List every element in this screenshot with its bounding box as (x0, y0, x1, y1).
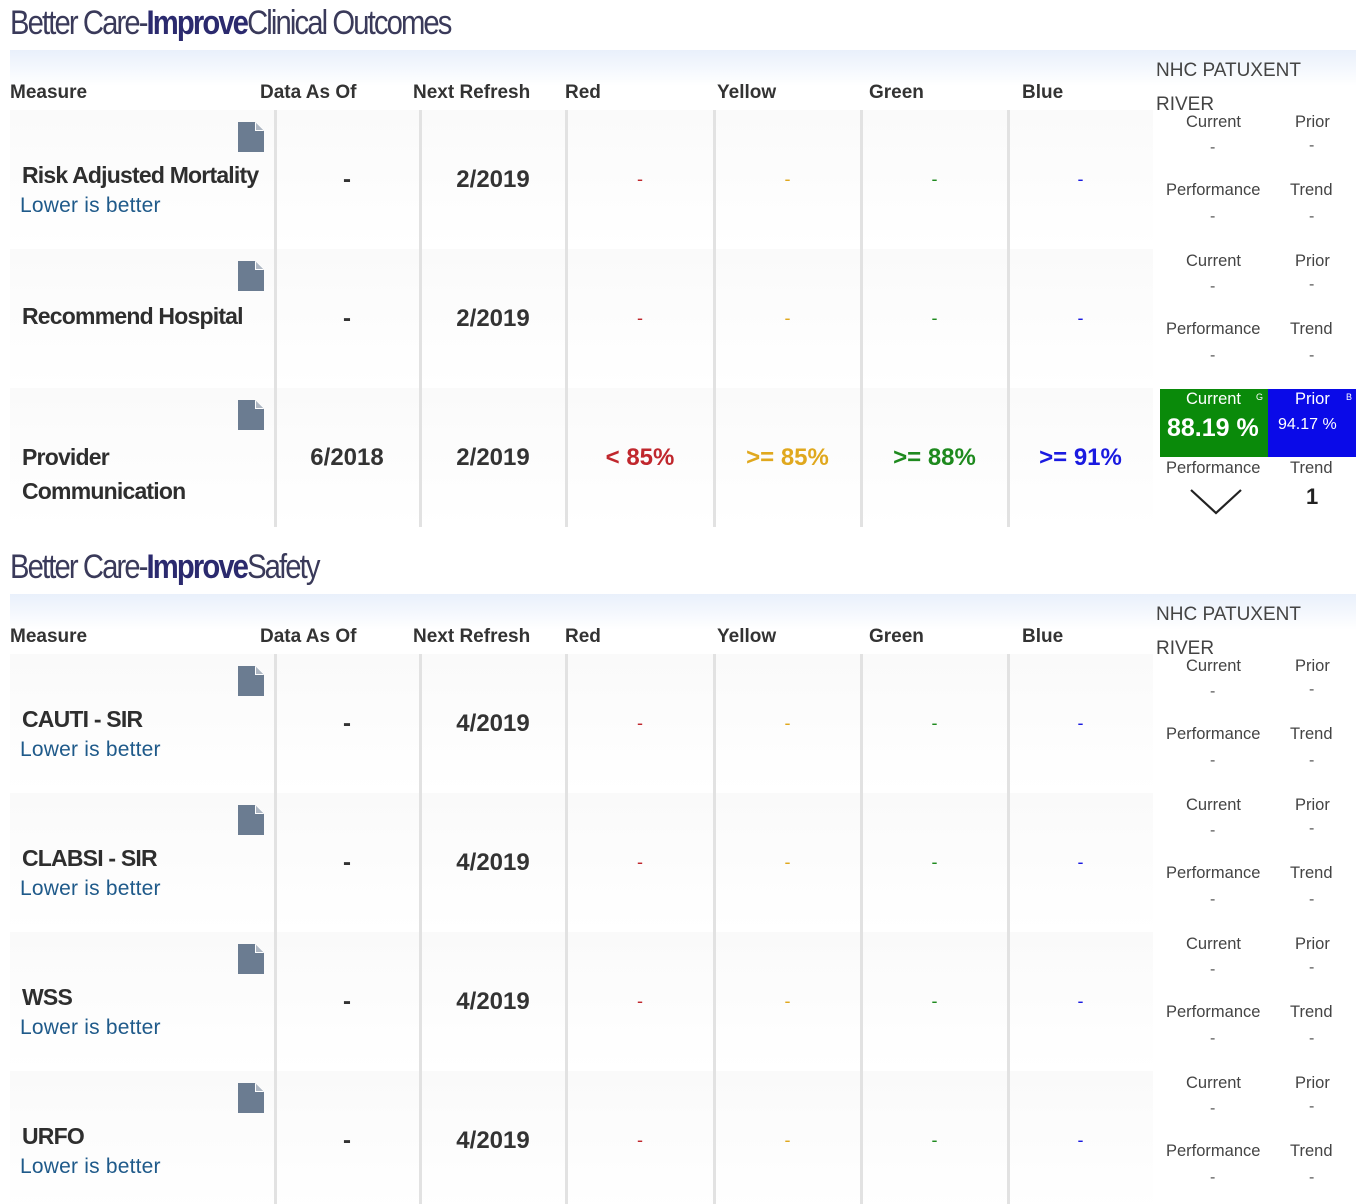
trend-value: - (1309, 1030, 1315, 1047)
table-row (10, 654, 1153, 793)
table-row (10, 249, 1153, 388)
next-refresh-cell: 2/2019 (456, 443, 530, 471)
header-measure[interactable]: Measure (10, 82, 88, 103)
trend-label: Trend (1290, 1142, 1333, 1160)
prior-value: 94.17 % (1278, 416, 1337, 433)
green-threshold-cell: - (931, 169, 938, 189)
next-refresh-cell: 4/2019 (456, 1126, 530, 1154)
data-as-of-cell: - (343, 304, 351, 332)
yellow-threshold-cell: - (784, 713, 791, 733)
facility-cell (1158, 932, 1354, 1071)
red-threshold-cell: - (637, 169, 643, 189)
current-label: Current (1186, 1074, 1242, 1092)
header-next-refresh[interactable]: Next Refresh (413, 82, 531, 103)
red-threshold-cell: < 85% (605, 443, 675, 471)
measure-direction: Lower is better (20, 194, 161, 217)
data-as-of-cell: - (343, 848, 351, 876)
title-suffix: Clinical Outcomes (247, 4, 451, 42)
document-icon[interactable] (238, 666, 264, 696)
blue-threshold-cell: - (1077, 1130, 1084, 1150)
trend-label: Trend (1290, 1003, 1333, 1021)
performance-label: Performance (1166, 864, 1261, 882)
trend-value: - (1309, 347, 1315, 364)
measure-name[interactable]: CAUTI - SIR (22, 706, 143, 732)
current-label: Current (1186, 390, 1242, 408)
trend-value: - (1309, 891, 1315, 908)
title-bold: Improve (146, 548, 248, 586)
measure-name[interactable]: Recommend Hospital (22, 303, 243, 329)
document-icon[interactable] (238, 805, 264, 835)
performance-value: - (1210, 347, 1216, 364)
facility-cell (1158, 249, 1354, 388)
measure-name[interactable]: URFO (22, 1123, 84, 1149)
yellow-threshold-cell: >= 85% (746, 443, 829, 471)
trend-value: - (1309, 208, 1315, 225)
performance-label: Performance (1166, 1142, 1261, 1160)
header-data-as-of[interactable]: Data As Of (260, 82, 357, 103)
header-data-as-of[interactable]: Data As Of (260, 626, 357, 647)
table-header (10, 594, 1356, 659)
prior-value: - (1309, 681, 1315, 698)
data-as-of-cell: - (343, 1126, 351, 1154)
current-value: - (1210, 278, 1216, 295)
chevron-down-icon (1188, 487, 1244, 517)
current-value: - (1210, 1100, 1216, 1117)
next-refresh-cell: 4/2019 (456, 709, 530, 737)
header-next-refresh[interactable]: Next Refresh (413, 626, 531, 647)
performance-label: Performance (1166, 725, 1261, 743)
red-threshold-cell: - (637, 991, 643, 1011)
performance-value: - (1210, 752, 1216, 769)
measure-name[interactable]: CLABSI - SIR (22, 845, 157, 871)
red-threshold-cell: - (637, 1130, 643, 1150)
prior-label: Prior (1295, 390, 1330, 408)
header-facility[interactable]: NHC PATUXENT RIVER (1156, 604, 1301, 659)
prior-label: Prior (1295, 252, 1330, 270)
section-title (10, 4, 451, 43)
document-icon[interactable] (238, 1083, 264, 1113)
green-threshold-cell: - (931, 713, 938, 733)
header-blue[interactable]: Blue (1022, 82, 1064, 103)
measure-direction: Lower is better (20, 738, 161, 761)
blue-threshold-cell: - (1077, 169, 1084, 189)
measure-name[interactable]: WSS (22, 984, 72, 1010)
red-threshold-cell: - (637, 713, 643, 733)
yellow-threshold-cell: - (784, 852, 791, 872)
header-red[interactable]: Red (565, 82, 601, 103)
next-refresh-cell: 2/2019 (456, 304, 530, 332)
trend-value: - (1309, 1169, 1315, 1186)
red-threshold-cell: - (637, 308, 643, 328)
current-label: Current (1186, 796, 1242, 814)
header-facility[interactable]: NHC PATUXENT RIVER (1156, 60, 1301, 115)
header-green[interactable]: Green (869, 626, 924, 647)
section-title (10, 548, 319, 587)
document-icon[interactable] (238, 400, 264, 430)
current-label: Current (1186, 935, 1242, 953)
performance-label: Performance (1166, 1003, 1261, 1021)
performance-value: - (1210, 208, 1216, 225)
prior-value: - (1309, 959, 1315, 976)
next-refresh-cell: 4/2019 (456, 987, 530, 1015)
document-icon[interactable] (238, 122, 264, 152)
trend-value: - (1309, 752, 1315, 769)
blue-threshold-cell: - (1077, 308, 1084, 328)
table-row (10, 932, 1153, 1071)
facility-cell (1158, 1071, 1354, 1204)
header-yellow[interactable]: Yellow (717, 82, 777, 103)
performance-label: Performance (1166, 320, 1261, 338)
facility-cell (1158, 388, 1354, 527)
table-header (10, 50, 1356, 115)
next-refresh-cell: 4/2019 (456, 848, 530, 876)
data-as-of-cell: - (343, 987, 351, 1015)
prior-flag: B (1346, 392, 1353, 402)
facility-cell (1158, 110, 1354, 249)
title-prefix: Better Care- (10, 4, 147, 42)
current-label: Current (1186, 252, 1242, 270)
title-prefix: Better Care- (10, 548, 147, 586)
trend-label: Trend (1290, 459, 1333, 477)
table-row (10, 793, 1153, 932)
green-threshold-cell: - (931, 308, 938, 328)
prior-label: Prior (1295, 657, 1330, 675)
table-row (10, 388, 1153, 527)
current-label: Current (1186, 113, 1242, 131)
yellow-threshold-cell: - (784, 169, 791, 189)
header-measure[interactable]: Measure (10, 626, 88, 647)
green-threshold-cell: - (931, 852, 938, 872)
document-icon[interactable] (238, 261, 264, 291)
measure-direction: Lower is better (20, 1016, 161, 1039)
prior-value: - (1309, 1098, 1315, 1115)
performance-value: - (1210, 1030, 1216, 1047)
document-icon[interactable] (238, 944, 264, 974)
title-suffix: Safety (247, 548, 319, 586)
current-value: - (1210, 961, 1216, 978)
prior-label: Prior (1295, 1074, 1330, 1092)
header-blue[interactable]: Blue (1022, 626, 1064, 647)
yellow-threshold-cell: - (784, 991, 791, 1011)
trend-label: Trend (1290, 864, 1333, 882)
current-value: - (1210, 683, 1216, 700)
header-yellow[interactable]: Yellow (717, 626, 777, 647)
performance-label: Performance (1166, 459, 1261, 477)
measure-name[interactable]: Provider Communication (22, 444, 186, 504)
trend-label: Trend (1290, 181, 1333, 199)
table-row (10, 110, 1153, 249)
facility-cell (1158, 793, 1354, 932)
data-as-of-cell: 6/2018 (310, 443, 384, 471)
blue-threshold-cell: >= 91% (1039, 443, 1122, 471)
measure-direction: Lower is better (20, 877, 161, 900)
data-as-of-cell: - (343, 165, 351, 193)
green-threshold-cell: >= 88% (893, 443, 976, 471)
header-red[interactable]: Red (565, 626, 601, 647)
performance-value: - (1210, 1169, 1216, 1186)
trend-label: Trend (1290, 725, 1333, 743)
title-bold: Improve (146, 4, 248, 42)
header-green[interactable]: Green (869, 82, 924, 103)
current-flag: G (1256, 392, 1264, 402)
blue-threshold-cell: - (1077, 991, 1084, 1011)
prior-label: Prior (1295, 113, 1330, 131)
yellow-threshold-cell: - (784, 308, 791, 328)
prior-label: Prior (1295, 935, 1330, 953)
next-refresh-cell: 2/2019 (456, 165, 530, 193)
trend-value: 1 (1306, 484, 1319, 509)
prior-value: - (1309, 276, 1315, 293)
trend-label: Trend (1290, 320, 1333, 338)
table-row (10, 1071, 1153, 1204)
red-threshold-cell: - (637, 852, 643, 872)
prior-value: - (1309, 820, 1315, 837)
blue-threshold-cell: - (1077, 852, 1084, 872)
facility-cell (1158, 654, 1354, 793)
current-label: Current (1186, 657, 1242, 675)
current-value: - (1210, 139, 1216, 156)
current-value: - (1210, 822, 1216, 839)
blue-threshold-cell: - (1077, 713, 1084, 733)
prior-value: - (1309, 137, 1315, 154)
measure-direction: Lower is better (20, 1155, 161, 1178)
performance-value: - (1210, 891, 1216, 908)
measure-name[interactable]: Risk Adjusted Mortality (22, 162, 259, 188)
yellow-threshold-cell: - (784, 1130, 791, 1150)
green-threshold-cell: - (931, 1130, 938, 1150)
green-threshold-cell: - (931, 991, 938, 1011)
prior-label: Prior (1295, 796, 1330, 814)
current-value: 88.19 % (1167, 414, 1259, 442)
performance-label: Performance (1166, 181, 1261, 199)
data-as-of-cell: - (343, 709, 351, 737)
